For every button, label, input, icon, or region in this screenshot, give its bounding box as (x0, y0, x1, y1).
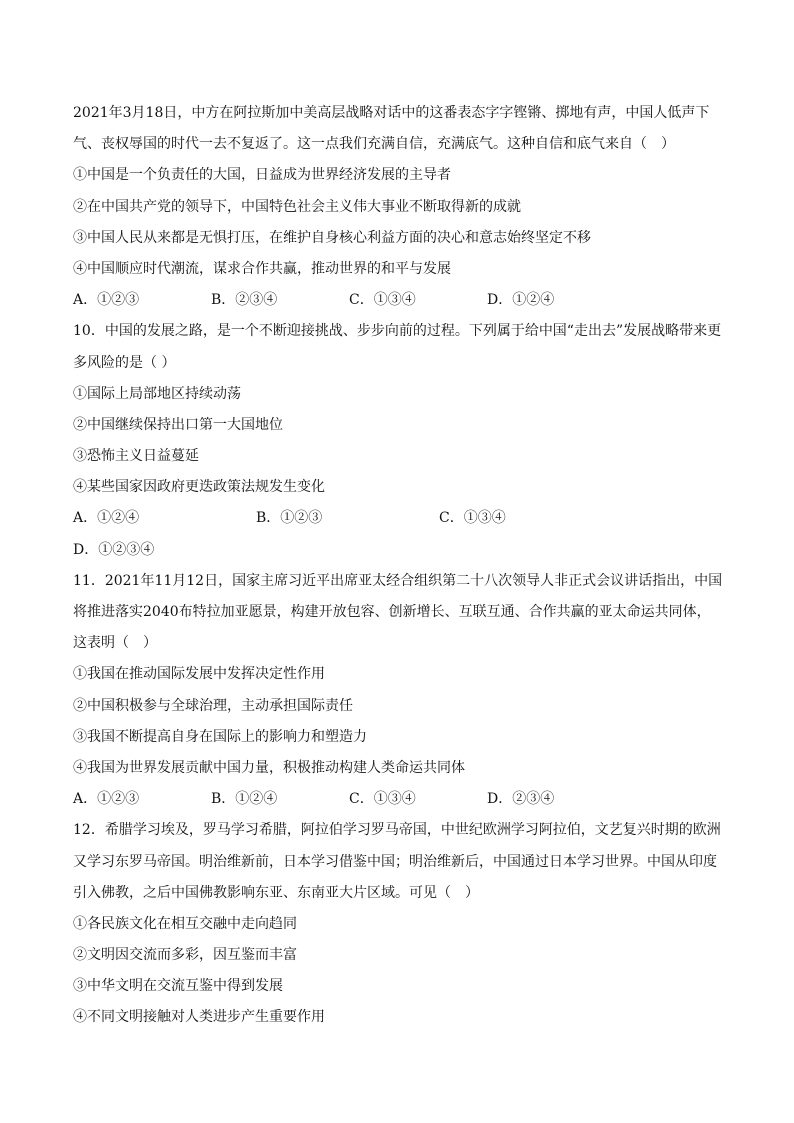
q9-choice-b: B．②③④ (211, 292, 278, 309)
q11-choice-b: B．①②④ (211, 791, 278, 808)
q10-choices (73, 503, 724, 534)
q11-choices (73, 784, 724, 815)
q9-choice-d: D．①②④ (487, 292, 555, 309)
q10-stem-line-1: 10．中国的发展之路，是一个不断迎接挑战、步步向前的过程。下列属于给中国“走出去”发展战略带来更 (73, 323, 722, 340)
q10-choice-a: A．①②④ (73, 510, 140, 527)
q10-option-4: ④某些国家因政府更迭政策法规发生变化 (73, 479, 325, 496)
q11-stem-line-2: 将推进落实2040布特拉加亚愿景，构建开放包容、创新增长、互联互通、合作共赢的亚太命运共同体， (73, 604, 711, 620)
question-12 (73, 815, 724, 1033)
q11-option-1: ①我国在推动国际发展中发挥决定性作用 (73, 666, 325, 683)
q12-option-2: ②文明因交流而多彩，因互鉴而丰富 (73, 947, 297, 964)
q9-option-3: ③中国人民从来都是无惧打压，在维护自身核心利益方面的决心和意志始终坚定不移 (73, 229, 591, 246)
q12-stem-line-1: 12．希腊学习埃及，罗马学习希腊，阿拉伯学习罗马帝国，中世纪欧洲学习阿拉伯，文艺复兴时期的欧洲 (73, 822, 721, 839)
q9-choice-c: C．①③④ (349, 292, 416, 309)
q11-stem-line-3: 这表明（ ） (73, 635, 157, 652)
question-11 (73, 566, 724, 816)
q11-choice-d: D．②③④ (487, 791, 555, 808)
q9-choices (73, 285, 724, 316)
q12-stem-line-3: 引入佛教，之后中国佛教影响东亚、东南亚大片区域。可见（ ） (73, 884, 479, 901)
q10-choice-c: C．①③④ (439, 510, 506, 527)
q10-option-3: ③恐怖主义日益蔓延 (73, 448, 199, 465)
q9-stem-line-2: 气、丧权辱国的时代一去不复返了。这一点我们充满自信，充满底气。这种自信和底气来自（ ） (73, 136, 675, 153)
q9-option-2: ②在中国共产党的领导下，中国特色社会主义伟大事业不断取得新的成就 (73, 198, 521, 215)
q10-choice-b: B．①②③ (256, 510, 323, 527)
q10-option-1: ①国际上局部地区持续动荡 (73, 385, 241, 402)
q12-option-1: ①各民族文化在相互交融中走向趋同 (73, 915, 297, 932)
q9-option-1: ①中国是一个负责任的大国，日益成为世界经济发展的主导者 (73, 167, 451, 184)
q9-stem-line-1: 2021年3月18日，中方在阿拉斯加中美高层战略对话中的这番表态字字铿锵、掷地有声，中国人低声下 (73, 105, 710, 121)
q9-option-4: ④中国顺应时代潮流，谋求合作共赢，推动世界的和平与发展 (73, 260, 451, 277)
q10-option-2: ②中国继续保持出口第一大国地位 (73, 416, 283, 433)
q12-option-4: ④不同文明接触对人类进步产生重要作用 (73, 1009, 325, 1026)
question-9 (73, 98, 724, 316)
q9-choice-a: A．①②③ (73, 292, 140, 309)
q11-option-2: ②中国积极参与全球治理，主动承担国际责任 (73, 697, 353, 714)
q11-stem-line-1: 11．2021年11月12日，国家主席习近平出席亚太经合组织第二十八次领导人非正式会议讲话指出，中国 (73, 572, 723, 589)
q11-choice-a: A．①②③ (73, 791, 140, 808)
q10-stem-line-2: 多风险的是（ ） (73, 354, 176, 371)
question-10 (73, 316, 724, 566)
q12-option-3: ③中华文明在交流互鉴中得到发展 (73, 978, 283, 995)
q12-stem-line-2: 又学习东罗马帝国。明治维新前，日本学习借鉴中国；明治维新后，中国通过日本学习世界。中国从印度 (73, 853, 717, 870)
q10-choice-d: D．①②③④ (73, 541, 155, 558)
q11-choice-c: C．①③④ (349, 791, 416, 808)
q11-option-4: ④我国为世界发展贡献中国力量，积极推动构建人类命运共同体 (73, 759, 465, 776)
q11-option-3: ③我国不断提高自身在国际上的影响力和塑造力 (73, 728, 367, 745)
